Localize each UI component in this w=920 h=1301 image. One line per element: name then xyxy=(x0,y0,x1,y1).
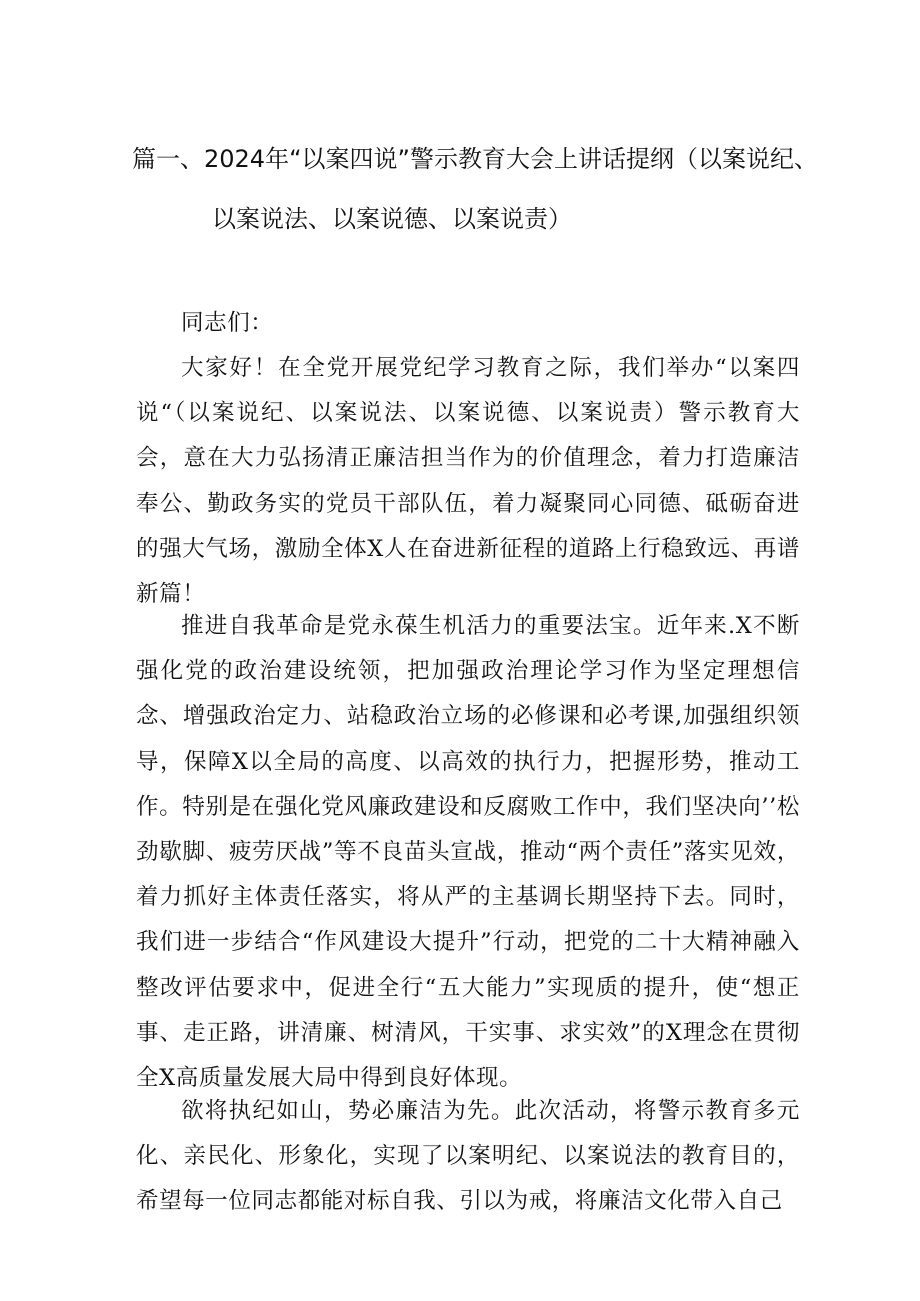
paragraph-1: 大家好！在全党开展党纪学习教育之际，我们举办“以案四说“（以案说纪、以案说法、以案说德、以案说责）警示教育大会，意在大力弘扬清正廉洁担当作为的价值理念，着力打造廉洁奉公、勤政务实的党员干部队伍，着力凝聚同心同德、砥砺奋进的强大气场，激励全体X人在奋进新征程的道路上行稳致远、再谱新篇！ xyxy=(136,355,800,608)
document-title-line-2: 以案说法、以案说德、以案说责） xyxy=(212,205,572,233)
salutation: 同志们： xyxy=(181,310,274,336)
paragraph-3: 欲将执纪如山，势必廉洁为先。此次活动，将警示教育多元化、亲民化、形象化，实现了以案明纪、以案说法的教育目的，希望每一位同志都能对标自我、引以为戒，将廉洁文化带入自己 xyxy=(136,1098,800,1215)
document-title-line-1: 篇一、2024年“以案四说”警示教育大会上讲话提纲（以案说纪、 xyxy=(132,145,818,173)
paragraph-2: 推进自我革命是党永葆生机活力的重要法宝。近年来.X不断强化党的政治建设统领，把加强政治理论学习作为坚定理想信念、增强政治定力、站稳政治立场的必修课和必考课,加强组织领导，保障X以全局的高度、以高效的执行力，把握形势，推动工作。特别是在强化党风廉政建设和反腐败工作中，我们坚决向’’松劲歇脚、疲劳厌战”等不良苗头宣战，推动“两个责任”落实见效，着力抓好主体责任落实，将从严的主基调长期坚持下去。同时，我们进一步结合“作风建设大提升”行动，把党的二十大精神融入整改评估要求中，促进全行“五大能力”实现质的提升，使“想正事、走正路，讲清廉、树清风，干实事、求实效”的X理念在贯彻全X高质量发展大局中得到良好体现。 xyxy=(136,613,800,1092)
